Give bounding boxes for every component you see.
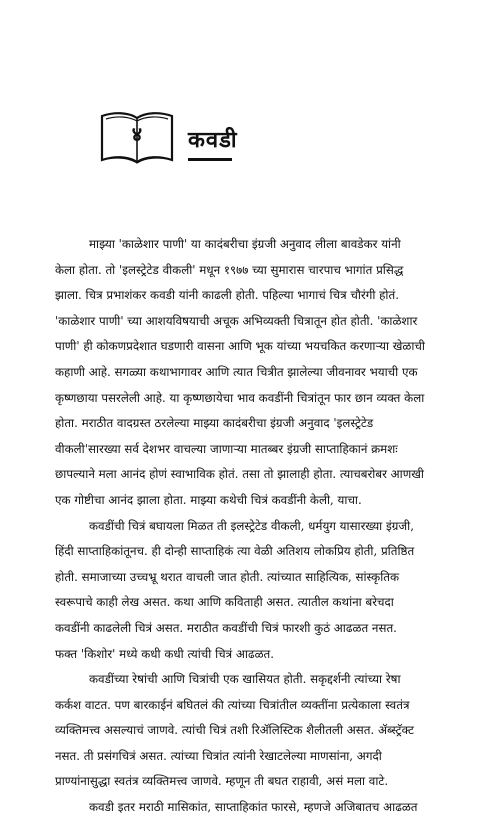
text-line: छापल्याने मला आनंद होणं स्वाभाविक होतं. तसा तो झालाही होता. त्याचबरोबर आणखी	[55, 467, 424, 482]
chapter-number: ४	[131, 122, 143, 146]
text-line: केला होता. तो 'इलस्ट्रेटेड वीकली' मधून १९७७ च्या सुमारास चारपाच भागांत प्रसिद्ध	[55, 262, 404, 277]
text-line: कवडींची चित्रं बघायला मिळत ती इलस्ट्रेटेड वीकली, धर्मयुग यासारख्या इंग्रजी,	[89, 518, 414, 533]
chapter-title: कवडी	[188, 127, 238, 153]
chapter-body	[55, 232, 465, 821]
text-line: कवडी इतर मराठी मासिकांत, साप्ताहिकांत फारसे, म्हणजे अजिबातच आढळत	[89, 800, 418, 815]
text-line: प्राण्यांनासुद्धा स्वतंत्र व्यक्तिमत्त्व जाणवे. म्हणून ती बघत राहावी, असं मला वाटे.	[55, 774, 389, 789]
text-line: कर्कश वाटत. पण बारकाईनं बघितलं की त्यांच्या चित्रांतील व्यक्तींना प्रत्येकाला स्वतंत्र	[55, 697, 410, 712]
text-line: फक्त 'किशोर' मध्ये कधी कधी त्यांची चित्रं आढळत.	[55, 646, 275, 661]
text-line: झाला. चित्र प्रभाशंकर कवडी यांनी काढली होती. पहिल्या भागाचं चित्र चौरंगी होतं.	[55, 288, 399, 303]
text-line: हिंदी साप्ताहिकांतूनच. ही दोन्ही साप्ताहिकं त्या वेळी अतिशय लोकप्रिय होती, प्रतिष्ठित	[55, 544, 415, 559]
text-line: होता. मराठीत वादग्रस्त ठरलेल्या माझ्या कादंबरीचा इंग्रजी अनुवाद 'इलस्ट्रेटेड	[55, 416, 374, 431]
text-line: एक गोष्टीचा आनंद झाला होता. माझ्या कथेची चित्रं कवडींनी केली, याचा.	[55, 492, 362, 507]
text-line: वीकली'सारख्या सर्व देशभर वाचल्या जाणाऱ्या मातब्बर इंग्रजी साप्ताहिकानं क्रमशः	[55, 441, 398, 456]
text-line: होती. समाजाच्या उच्चभ्रू थरात वाचली जात होती. त्यांच्यात साहित्यिक, सांस्कृतिक	[55, 569, 400, 584]
text-line: कृष्णछाया पसरलेली आहे. या कृष्णछायेचा भाव कवडींनी चित्रांतून फार छान व्यक्त केला	[55, 390, 425, 405]
text-line: स्वरूपाचे काही लेख असत. कथा आणि कविताही असत. त्यातील कथांना बरेचदा	[55, 595, 394, 610]
text-line: व्यक्तिमत्त्व असल्याचं जाणवे. त्यांची चित्रं तशी रिॲलिस्टिक शैलीतली असत. ॲब्स्ट्रॅक्ट	[55, 723, 414, 738]
text-line: कहाणी आहे. सगळ्या कथाभागावर आणि त्यात चित्रीत झालेल्या जीवनावर भयाची एक	[55, 364, 418, 379]
title-underline	[188, 158, 232, 161]
text-line: नसत. ती प्रसंगचित्रं असत. त्यांच्या चित्रांत त्यांनी रेखाटलेल्या माणसांना, अगदी	[55, 748, 382, 763]
text-line: माझ्या 'काळेशार पाणी' या कादंबरीचा इंग्रजी अनुवाद लीला बावडेकर यांनी	[89, 237, 401, 251]
text-line: पाणी' ही कोकणप्रदेशात घडणारी वासना आणि भूक यांच्या भयचकित करणाऱ्या खेळाची	[55, 339, 425, 354]
text-line: कवडींच्या रेषांची आणि चित्रांची एक खासियत होती. सकृद्दर्शनी त्यांच्या रेषा	[89, 672, 401, 687]
text-line: कवडींनी काढलेली चित्रं असत. मराठीत कवडींची चित्रं फारशी कुठं आढळत नसत.	[55, 620, 397, 635]
text-line: 'काळेशार पाणी' च्या आशयविषयाची अचूक अभिव्यक्ती चित्रातून होत होती. 'काळेशार	[55, 313, 418, 328]
chapter-heading	[100, 110, 460, 170]
